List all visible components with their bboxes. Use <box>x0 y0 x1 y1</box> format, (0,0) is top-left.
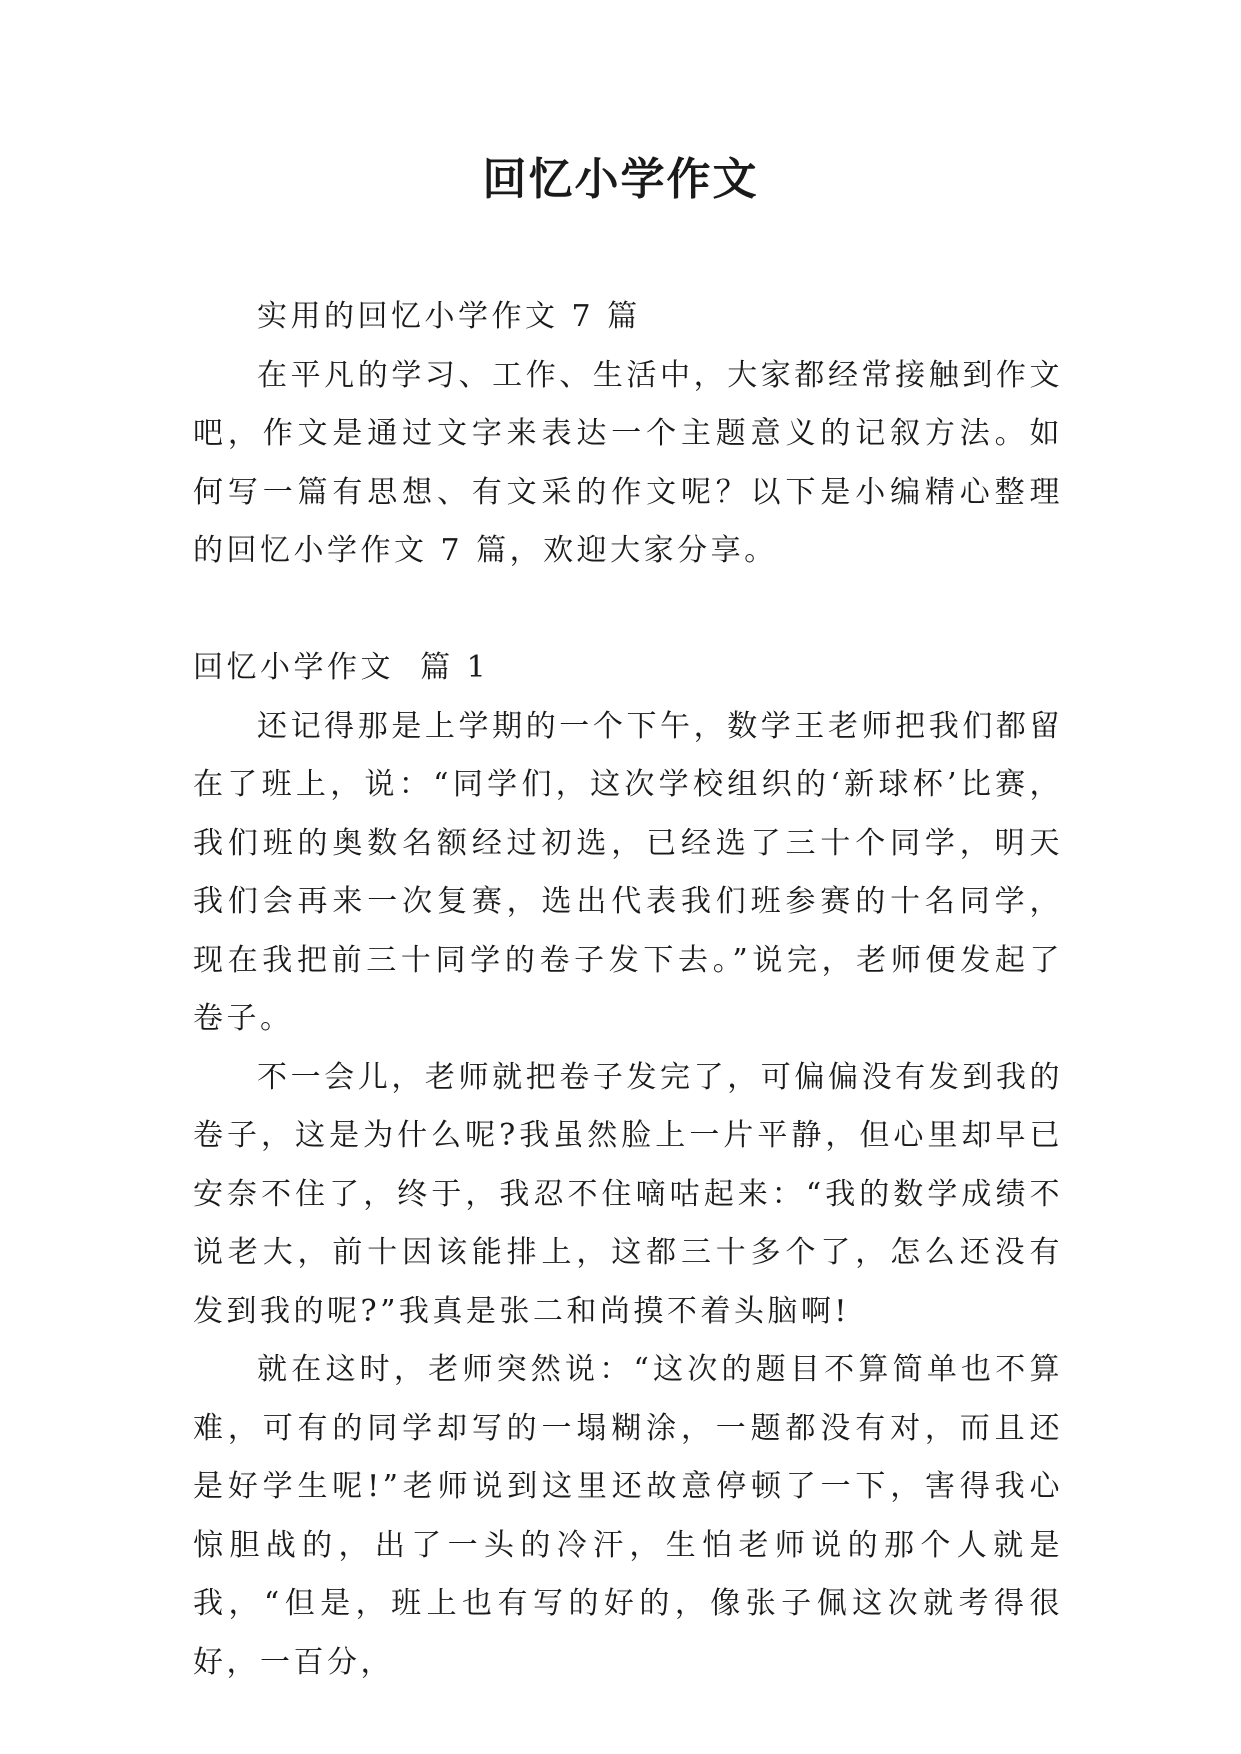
intro-paragraph: 在平凡的学习、工作、生活中，大家都经常接触到作文吧，作文是通过文字来表达一个主题意义的记叙方法。如何写一篇有思想、有文采的作文呢？以下是小编精心整理的回忆小学作文 7 篇，欢迎大家分享。 <box>193 357 1063 568</box>
body-paragraph-1: 还记得那是上学期的一个下午，数学王老师把我们都留在了班上，说：“同学们，这次学校组织的‘新球杯’比赛，我们班的奥数名额经过初选，已经选了三十个同学，明天我们会再来一次复赛，选出代表我们班参赛的十名同学，现在我把前三十同学的卷子发下去。”说完，老师便发起了卷子。 <box>193 708 1063 1036</box>
document-title: 回忆小学作文 <box>482 154 759 205</box>
section-heading: 回忆小学作文 篇 1 <box>193 650 490 685</box>
document-body <box>193 288 1063 1692</box>
body-paragraph-2: 不一会儿，老师就把卷子发完了，可偏偏没有发到我的卷子，这是为什么呢?我虽然脸上一片平静，但心里却早已安奈不住了，终于，我忍不住嘀咕起来：“我的数学成绩不说老大，前十因该能排上，这都三十多个了，怎么还没有发到我的呢?”我真是张二和尚摸不着头脑啊! <box>193 1059 1063 1329</box>
body-paragraph-3: 就在这时，老师突然说：“这次的题目不算简单也不算难，可有的同学却写的一塌糊涂，一题都没有对，而且还是好学生呢!”老师说到这里还故意停顿了一下，害得我心惊胆战的，出了一头的冷汗，生怕老师说的那个人就是我，“但是，班上也有写的好的，像张子佩这次就考得很好，一百分， <box>193 1352 1063 1680</box>
subtitle: 实用的回忆小学作文 7 篇 <box>257 299 641 334</box>
section-spacer <box>193 581 1063 640</box>
